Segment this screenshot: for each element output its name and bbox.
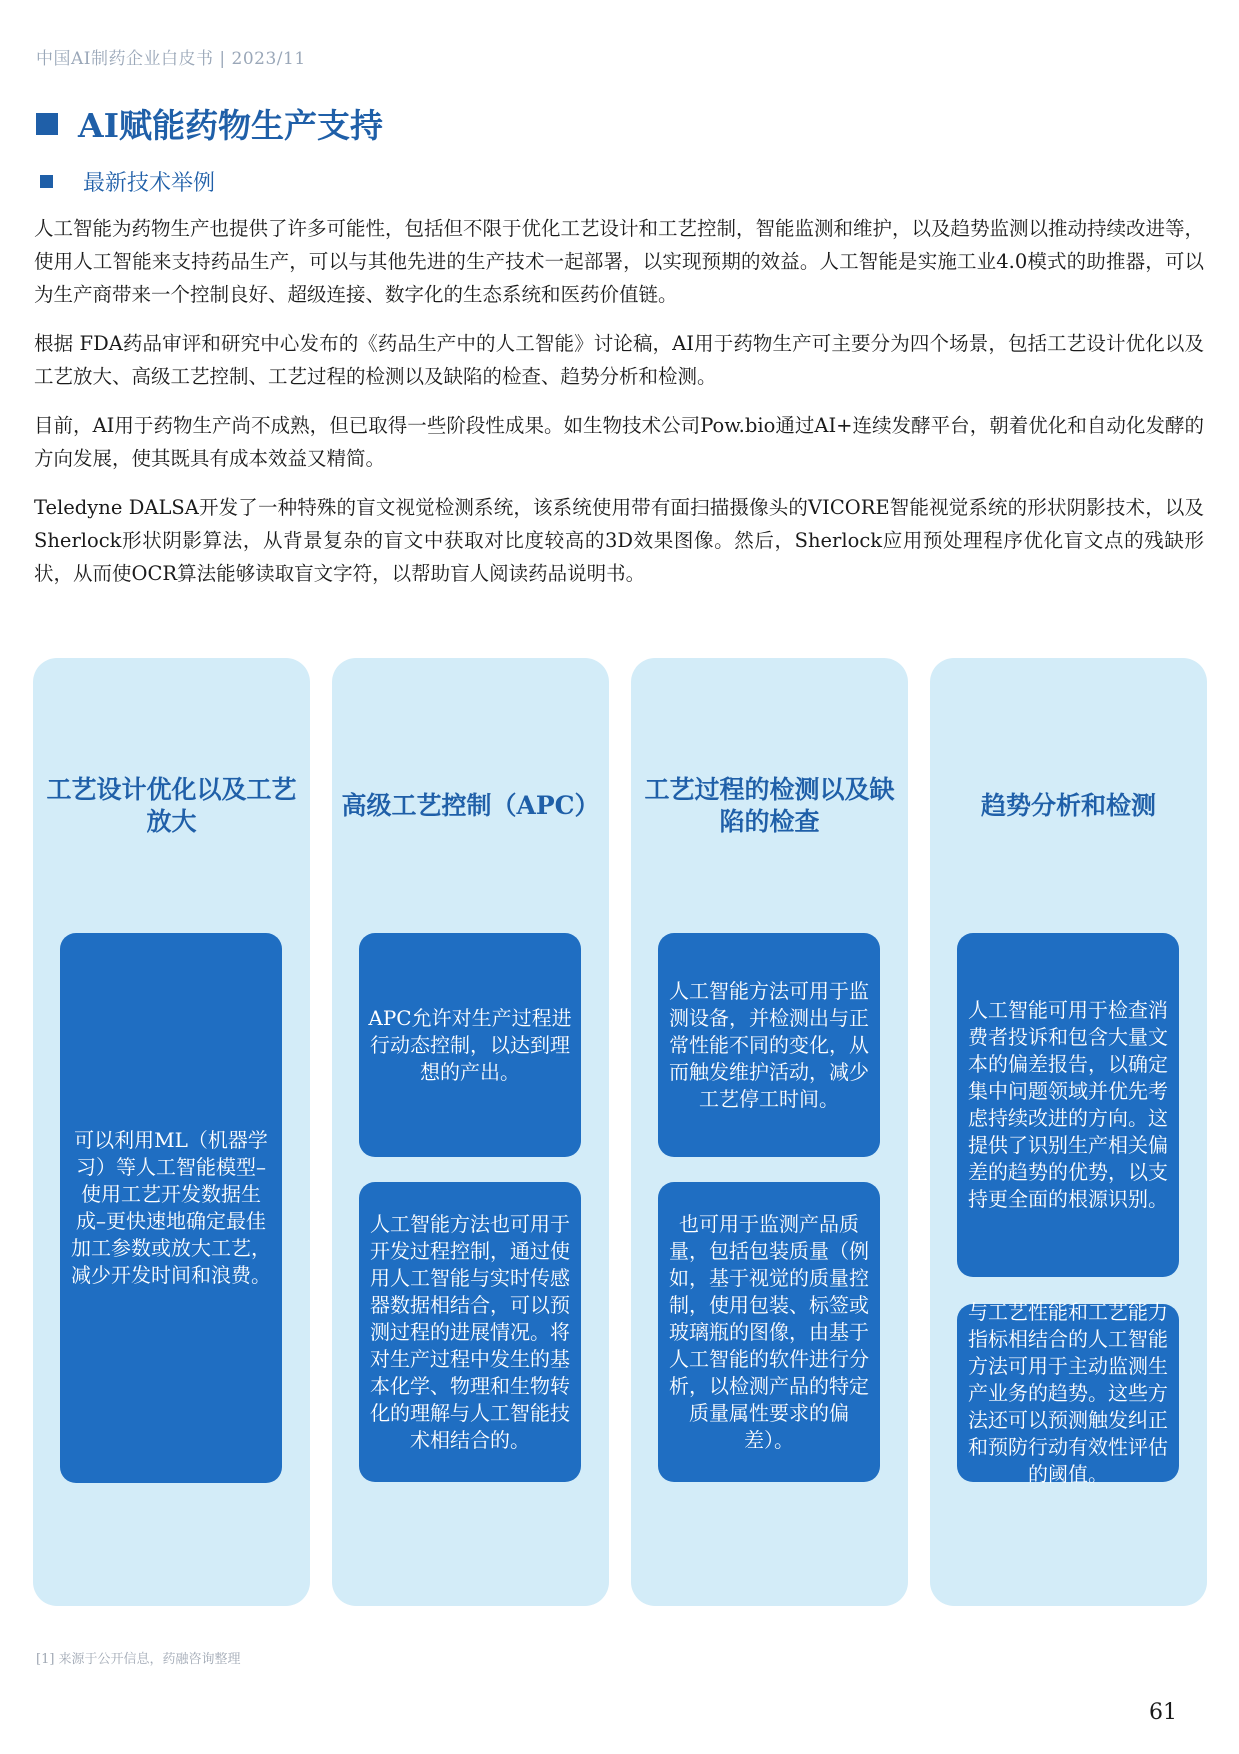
scenario-column-process-design — [33, 658, 310, 1606]
scenario-title: 工艺过程的检测以及缺陷的检查 — [644, 775, 895, 836]
body-text — [34, 212, 1204, 606]
scenario-description-box: 人工智能方法也可用于开发过程控制，通过使用人工智能与实时传感器数据相结合，可以预测过程的进展情况。将对生产过程中发生的基本化学、物理和生物转化的理解与人工智能技术相结合的。 — [359, 1182, 581, 1482]
section-heading — [36, 100, 383, 147]
paragraph: 人工智能为药物生产也提供了许多可能性，包括但不限于优化工艺设计和工艺控制，智能监测和维护，以及趋势监测以推动持续改进等，使用人工智能来支持药品生产，可以与其他先进的生产技术一起部署，以实现预期的效益。人工智能是实施工业4.0模式的助推器，可以为生产商带来一个控制良好、超级连接、数字化的生态系统和医药价值链。 — [34, 217, 1205, 306]
running-header: 中国AI制药企业白皮书 | 2023/11 — [36, 49, 306, 69]
scenario-title: 工艺设计优化以及工艺放大 — [46, 775, 297, 836]
footnote: [1] 来源于公开信息，药融咨询整理 — [36, 1652, 241, 1667]
scenario-title: 趋势分析和检测 — [980, 791, 1156, 820]
scenario-title: 高级工艺控制（APC） — [341, 791, 600, 820]
paragraph: 根据 FDA药品审评和研究中心发布的《药品生产中的人工智能》讨论稿，AI用于药物生产可主要分为四个场景，包括工艺设计优化以及工艺放大、高级工艺控制、工艺过程的检测以及缺陷的检查、趋势分析和检测。 — [34, 332, 1204, 388]
scenario-description-box: 人工智能方法可用于监测设备，并检测出与正常性能不同的变化，从而触发维护活动，减少工艺停工时间。 — [658, 933, 880, 1157]
section-title: AI赋能药物生产支持 — [78, 106, 384, 145]
scenario-description-box: 也可用于监测产品质量，包括包装质量（例如，基于视觉的质量控制，使用包装、标签或玻璃瓶的图像，由基于人工智能的软件进行分析，以检测产品的特定质量属性要求的偏差）。 — [658, 1182, 880, 1482]
subsection-bullet-icon — [40, 175, 53, 188]
paragraph: 目前，AI用于药物生产尚不成熟，但已取得一些阶段性成果。如生物技术公司Pow.bio通过AI+连续发酵平台，朝着优化和自动化发酵的方向发展，使其既具有成本效益又精简。 — [34, 414, 1204, 470]
scenario-description-box: 人工智能可用于检查消费者投诉和包含大量文本的偏差报告，以确定集中问题领域并优先考虑持续改进的方向。这提供了识别生产相关偏差的趋势的优势，以支持更全面的根源识别。 — [957, 933, 1179, 1277]
page-number: 61 — [1149, 1700, 1177, 1725]
scenario-description-box: APC允许对生产过程进行动态控制，以达到理想的产出。 — [359, 933, 581, 1157]
scenario-column-trend-analysis — [930, 658, 1207, 1606]
scenario-column-apc — [332, 658, 609, 1606]
scenario-diagram — [33, 658, 1207, 1606]
subsection-title: 最新技术举例 — [83, 171, 216, 196]
section-bullet-icon — [36, 113, 58, 135]
paragraph: Teledyne DALSA开发了一种特殊的盲文视觉检测系统，该系统使用带有面扫描摄像头的VICORE智能视觉系统的形状阴影技术，以及Sherlock形状阴影算法，从背景复杂的盲文中获取对比度较高的3D效果图像。然后，Sherlock应用预处理程序优化盲文点的残缺形状，从而使OCR算法能够读取盲文字符，以帮助盲人阅读药品说明书。 — [34, 496, 1204, 585]
scenario-column-inspection — [631, 658, 908, 1606]
scenario-description-box: 可以利用ML（机器学习）等人工智能模型–使用工艺开发数据生成–更快速地确定最佳加工参数或放大工艺，减少开发时间和浪费。 — [60, 933, 282, 1483]
subsection-heading — [36, 166, 215, 197]
scenario-description-box: 与工艺性能和工艺能力指标相结合的人工智能方法可用于主动监测生产业务的趋势。这些方法还可以预测触发纠正和预防行动有效性评估的阈值。 — [957, 1304, 1179, 1482]
